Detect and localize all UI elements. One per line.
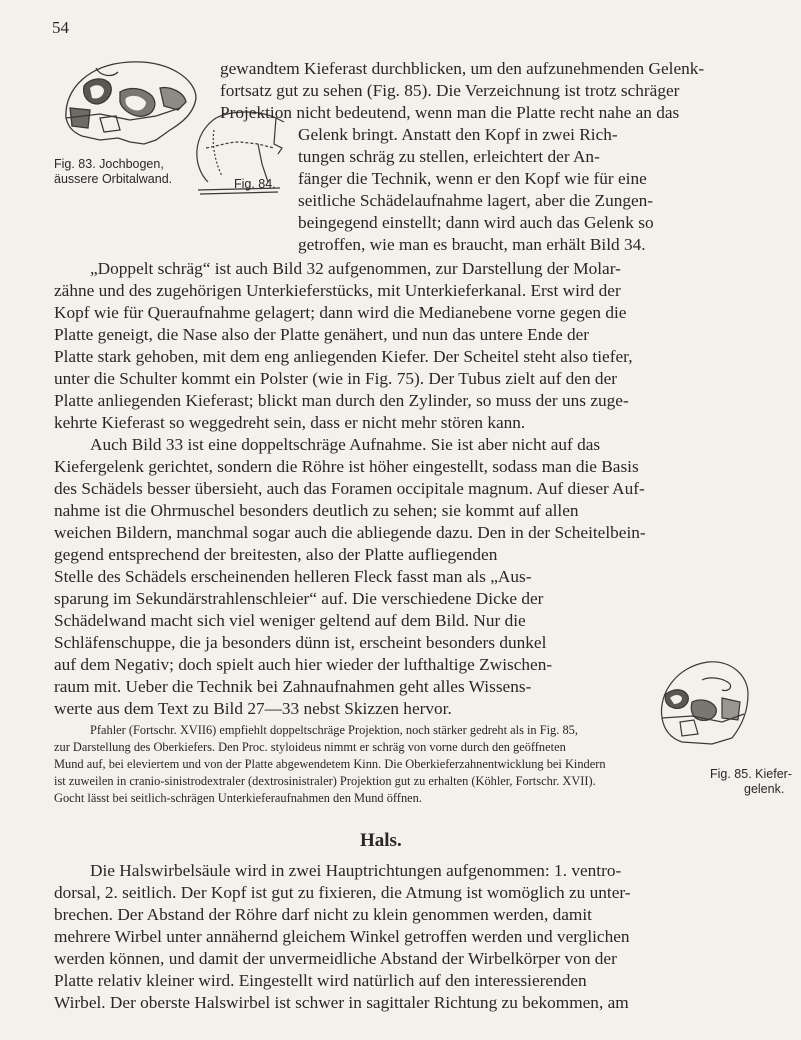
text-line: Gelenk bringt. Anstatt den Kopf in zwei Rich-	[298, 125, 618, 144]
text-line: werden können, und damit der unvermeidliche Abstand der Wirbelkörper von der	[54, 949, 617, 968]
text-line: fänger die Technik, wenn er den Kopf wie für eine	[298, 169, 647, 188]
caption-line: Fig. 83. Jochbogen,	[54, 157, 164, 171]
small-text-line: Mund auf, bei eleviertem und von der Platte abgewendetem Kinn. Die Oberkieferzahnentwicklung bei Kindern	[54, 757, 606, 771]
text-line: des Schädels besser übersieht, auch das Foramen occipitale magnum. Auf dieser Auf-	[54, 479, 645, 498]
figure-85-jaw-joint-sketch	[652, 658, 752, 748]
text-line: brechen. Der Abstand der Röhre darf nicht zu klein genommen werden, damit	[54, 905, 592, 924]
small-text-line: Gocht lässt bei seitlich-schrägen Unterkieferaufnahmen den Mund öffnen.	[54, 791, 422, 805]
caption-line: äussere Orbitalwand.	[54, 172, 173, 186]
page-number: 54	[52, 18, 69, 37]
small-text-line: Pfahler (Fortschr. XVII6) empfiehlt doppeltschräge Projektion, noch stärker gedreht als in Fig. 85,	[90, 723, 578, 737]
text-line: Platte relativ kleiner wird. Eingestellt wird natürlich auf den interessierenden	[54, 971, 587, 990]
figure-83-skull-sketch	[60, 58, 200, 148]
text-line: gewandtem Kieferast durchblicken, um den aufzunehmenden Gelenk-	[220, 59, 705, 78]
caption-line: Fig. 85. Kiefer-	[710, 767, 792, 781]
text-line: Stelle des Schädels erscheinenden helleren Fleck fasst man als „Aus-	[54, 567, 532, 586]
text-line: Kopf wie für Queraufnahme gelagert; dann wird die Medianebene vorne gegen die	[54, 303, 627, 322]
caption-line: gelenk.	[744, 782, 785, 796]
text-line: unter die Schulter kommt ein Polster (wie in Fig. 75). Der Tubus zielt auf den der	[54, 369, 617, 388]
text-line: dorsal, 2. seitlich. Der Kopf ist gut zu fixieren, die Atmung ist womöglich zu unter-	[54, 883, 631, 902]
text-line: weichen Bildern, manchmal sogar auch die abliegende dazu. Den in der Scheitelbein-	[54, 523, 646, 542]
text-line: beingegend einstellt; dann wird auch das Gelenk so	[298, 213, 654, 232]
section-heading: Hals.	[360, 830, 402, 851]
small-text-line: zur Darstellung des Oberkiefers. Den Proc. styloideus nimmt er schräg von vorne durch den geöffneten	[54, 740, 566, 754]
text-line: mehrere Wirbel unter annähernd gleichem Winkel getroffen werden und verglichen	[54, 927, 630, 946]
text-line: Platte stark gehoben, mit dem eng anliegenden Kiefer. Der Scheitel steht also tiefer,	[54, 347, 633, 366]
text-line: Platte anliegenden Kieferast; blickt man durch den Zylinder, so muss der uns zuge-	[54, 391, 629, 410]
text-line: Wirbel. Der oberste Halswirbel ist schwer in sagittaler Richtung zu bekommen, am	[54, 993, 629, 1012]
text-line: auf dem Negativ; doch spielt auch hier wieder der lufthaltige Zwischen-	[54, 655, 553, 674]
text-line: Projektion nicht bedeutend, wenn man die Platte recht nahe an das	[220, 103, 680, 122]
figure-84-caption: Fig. 84.	[234, 177, 276, 191]
text-line: zähne und des zugehörigen Unterkieferstücks, mit Unterkieferkanal. Erst wird der	[54, 281, 621, 300]
text-line: seitliche Schädelaufnahme lagert, aber die Zungen-	[298, 191, 654, 210]
text-line: gegend entsprechend der breitesten, also der Platte aufliegenden	[54, 545, 498, 564]
text-line: nahme ist die Ohrmuschel besonders deutlich zu sehen; sie kommt auf allen	[54, 501, 579, 520]
text-line: fortsatz gut zu sehen (Fig. 85). Die Verzeichnung ist trotz schräger	[220, 81, 680, 100]
text-line: getroffen, wie man es braucht, man erhält Bild 34.	[298, 235, 646, 254]
small-text-line: ist zuweilen in cranio-sinistrodextraler (dextrosinistraler) Projektion gut zu erhalten (Köhler, Fortschr. XVII).	[54, 774, 596, 788]
text-line: Schläfenschuppe, die ja besonders dünn ist, erscheint besonders dunkel	[54, 633, 547, 652]
figure-85-caption	[710, 767, 800, 797]
text-line: kehrte Kieferast so weggedreht sein, dass er nicht mehr stören kann.	[54, 413, 526, 432]
text-line: Auch Bild 33 ist eine doppeltschräge Aufnahme. Sie ist aber nicht auf das	[90, 435, 601, 454]
figure-83-caption	[54, 157, 172, 187]
text-line: Die Halswirbelsäule wird in zwei Hauptrichtungen aufgenommen: 1. ventro-	[90, 861, 622, 880]
text-line: Kiefergelenk gerichtet, sondern die Röhre ist höher eingestellt, sodass man die Basis	[54, 457, 639, 476]
text-line: sparung im Sekundärstrahlenschleier“ auf. Die verschiedene Dicke der	[54, 589, 544, 608]
text-line: tungen schräg zu stellen, erleichtert der An-	[298, 147, 600, 166]
text-line: raum mit. Ueber die Technik bei Zahnaufnahmen geht alles Wissens-	[54, 677, 532, 696]
text-line: werte aus dem Text zu Bild 27—33 nebst Skizzen hervor.	[54, 699, 452, 718]
text-line: Schädelwand macht sich viel weniger geltend auf dem Bild. Nur die	[54, 611, 526, 630]
text-line: Platte geneigt, die Nase also der Platte genähert, und nun das untere Ende der	[54, 325, 590, 344]
text-line: „Doppelt schräg“ ist auch Bild 32 aufgenommen, zur Darstellung der Molar-	[90, 259, 621, 278]
